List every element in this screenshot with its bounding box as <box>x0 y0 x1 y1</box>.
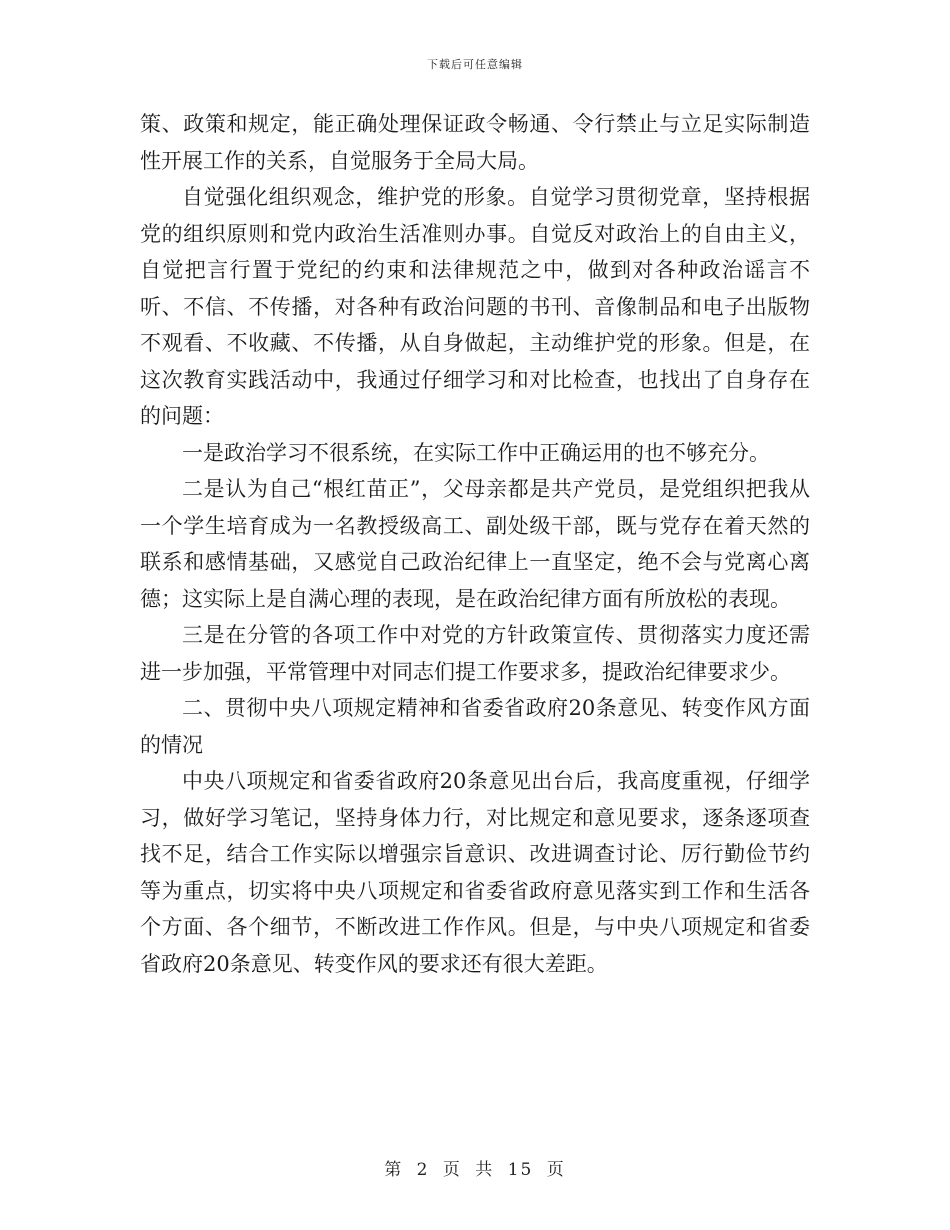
paragraph-6: 中央八项规定和省委省政府20条意见出台后，我高度重视，仔细学习，做好学习笔记，坚持身体力行，对比规定和意见要求，逐条逐项查找不足，结合工作实际以增强宗旨意识、改进调查讨论、厉行勤俭节约等为重点，切实将中央八项规定和省委省政府意见落实到工作和生活各个方面、各个细节，不断改进工作作风。但是，与中央八项规定和省委省政府20条意见、转变作风的要求还有很大差距。 <box>140 769 810 976</box>
page-header: 下载后可任意编辑 <box>427 58 523 71</box>
section-heading: 二、贯彻中央八项规定精神和省委省政府20条意见、转变作风方面的情况 <box>140 696 810 757</box>
page-number: 第 2 页 共 15 页 <box>384 1160 566 1180</box>
paragraph-5: 三是在分管的各项工作中对党的方针政策宣传、贯彻落实力度还需进一步加强，平常管理中对同志们提工作要求多，提政治纪律要求少。 <box>140 623 810 684</box>
document-body <box>140 106 810 982</box>
paragraph-2: 自觉强化组织观念，维护党的形象。自觉学习贯彻党章，坚持根据党的组织原则和党内政治生活准则办事。自觉反对政治上的自由主义，自觉把言行置于党纪的约束和法律规范之中，做到对各种政治谣言不听、不信、不传播，对各种有政治问题的书刊、音像制品和电子出版物不观看、不收藏、不传播，从自身做起，主动维护党的形象。但是，在这次教育实践活动中，我通过仔细学习和对比检查，也找出了自身存在的问题： <box>140 185 810 428</box>
paragraph-3: 一是政治学习不很系统，在实际工作中正确运用的也不够充分。 <box>182 440 770 465</box>
paragraph-1: 策、政策和规定，能正确处理保证政令畅通、令行禁止与立足实际制造性开展工作的关系，自觉服务于全局大局。 <box>140 112 810 173</box>
paragraph-4: 二是认为自己“根红苗正”，父母亲都是共产党员，是党组织把我从一个学生培育成为一名教授级高工、副处级干部，既与党存在着天然的联系和感情基础，又感觉自己政治纪律上一直坚定，绝不会与党离心离德；这实际上是自满心理的表现，是在政治纪律方面有所放松的表现。 <box>140 477 810 611</box>
